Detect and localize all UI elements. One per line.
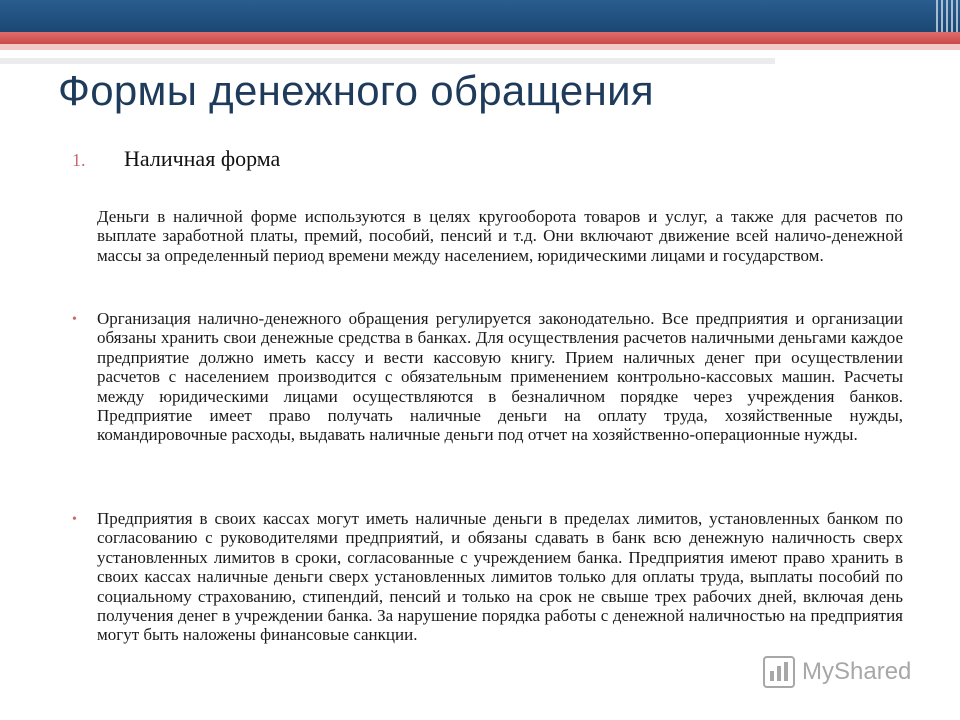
bullet-paragraph-1: Организация налично-денежного обращения регулируется законодательно. Все предприятия и организации обязаны хранить свои денежные средства в банках. Для осуществления расчетов наличными деньгами каждое предприятие должно иметь кассу и вести кассовую книгу. Прием наличных денег при осуществлении расчетов с населением производится с обязательным применением контрольно-кассовых машин. Расчеты между юридическими лицами осуществляются в безналичном порядке через учреждения банков. Предприятие имеет право получать наличные деньги на оплату труда, хозяйственные нужды, командировочные расходы, выдавать наличные деньги под отчет на хозяйственно-операционные нужды. xyxy=(97,309,903,445)
bullet-dot: • xyxy=(72,312,77,327)
intro-paragraph: Деньги в наличной форме используются в целях кругооборота товаров и услуг, а также для расчетов по выплате заработной платы, премий, пособий, пенсий и т.д. Они включают движение всей наличо-денежной массы за определенный период времени между населением, юридическими лицами и государством. xyxy=(97,207,903,265)
item-label: Наличная форма xyxy=(124,146,281,171)
red-band-light xyxy=(0,44,960,50)
watermark-logo-icon xyxy=(762,655,796,689)
bullet-paragraph-2: Предприятия в своих кассах могут иметь наличные деньги в пределах лимитов, установленных банком по согласованию с руководителями предприятий, и обязаны сдавать в банк всю денежную наличность сверх установленных лимитов в сроки, согласованные с учреждением банка. Предприятия имеют право хранить в своих кассах наличные деньги сверх установленных лимитов только для оплаты труда, выплаты пособий по социальному страхованию, стипендий, пенсий и только на срок не свыше трех рабочих дней, включая день получения денег в учреждении банка. За нарушение порядка работы с денежной наличностью на предприятия могут быть наложены финансовые санкции. xyxy=(97,509,903,645)
watermark xyxy=(762,655,911,689)
bullet-dot: • xyxy=(72,512,77,527)
numbered-item xyxy=(72,146,280,172)
red-band xyxy=(0,32,960,44)
divider-line xyxy=(0,58,775,64)
header-stripes xyxy=(936,0,960,32)
watermark-text: MyShared xyxy=(802,658,912,685)
slide-title: Формы денежного обращения xyxy=(58,67,654,114)
header-band xyxy=(0,0,960,32)
item-number: 1. xyxy=(72,150,86,170)
